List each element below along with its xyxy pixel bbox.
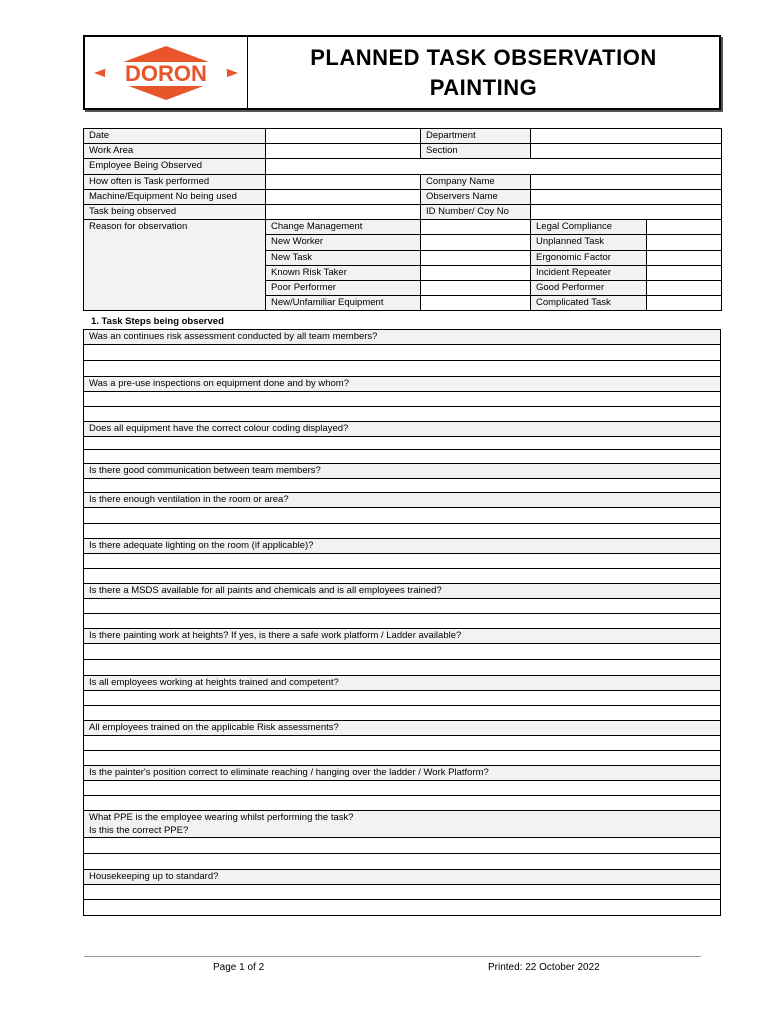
question-row: Is there painting work at heights? If yes, is there a safe work platform / Ladder available? (84, 629, 721, 644)
reason-label-spacer (84, 280, 266, 295)
answer-row[interactable] (84, 751, 721, 766)
reason-check-right[interactable] (647, 220, 722, 235)
department-field[interactable] (531, 129, 722, 144)
answer-row[interactable] (84, 660, 721, 676)
reason-option-left: Poor Performer (266, 280, 421, 295)
answer-row[interactable] (84, 644, 721, 660)
department-label: Department (421, 129, 531, 144)
task-field[interactable] (266, 204, 421, 219)
question-row: All employees trained on the applicable Risk assessments? (84, 721, 721, 736)
reason-option-left: New/Unfamiliar Equipment (266, 296, 421, 311)
employee-field[interactable] (266, 159, 722, 174)
printed-date: Printed: 22 October 2022 (488, 962, 600, 973)
question-row: Does all equipment have the correct colour coding displayed? (84, 422, 721, 437)
answer-row[interactable] (84, 392, 721, 407)
reason-option-right: Unplanned Task (531, 235, 647, 250)
machine-label: Machine/Equipment No being used (84, 189, 266, 204)
answer-row[interactable] (84, 614, 721, 629)
answer-row[interactable] (84, 437, 721, 450)
question-row: Is all employees working at heights trained and competent? (84, 676, 721, 691)
answer-row[interactable] (84, 508, 721, 524)
page-title: PLANNED TASK OBSERVATION (310, 44, 657, 70)
reason-check-right[interactable] (647, 296, 722, 311)
answer-row[interactable] (84, 450, 721, 464)
answer-row[interactable] (84, 706, 721, 721)
title-cell (248, 37, 719, 108)
question-row: Was an continues risk assessment conducted by all team members? (84, 330, 721, 345)
answer-row[interactable] (84, 781, 721, 796)
answer-row[interactable] (84, 736, 721, 751)
reason-option-left: Known Risk Taker (266, 265, 421, 280)
reason-label-spacer (84, 296, 266, 311)
reason-option-left: Change Management (266, 220, 421, 235)
answer-row[interactable] (84, 345, 721, 361)
answer-row[interactable] (84, 554, 721, 569)
work-area-field[interactable] (266, 144, 421, 159)
answer-row[interactable] (84, 524, 721, 539)
date-field[interactable] (266, 129, 421, 144)
footer-divider (84, 956, 701, 957)
reason-label-spacer (84, 250, 266, 265)
reason-label: Reason for observation (84, 220, 266, 235)
logo-text: DORON (125, 61, 207, 86)
section-field[interactable] (531, 144, 722, 159)
question-row: Is there a MSDS available for all paints and chemicals and is all employees trained? (84, 584, 721, 599)
observers-name-field[interactable] (531, 189, 722, 204)
reason-check-left[interactable] (421, 250, 531, 265)
reason-check-right[interactable] (647, 235, 722, 250)
answer-row[interactable] (84, 885, 721, 900)
how-often-label: How often is Task performed (84, 174, 266, 189)
answer-row[interactable] (84, 691, 721, 706)
id-number-field[interactable] (531, 204, 722, 219)
company-name-field[interactable] (531, 174, 722, 189)
answer-row[interactable] (84, 479, 721, 493)
answer-row[interactable] (84, 838, 721, 854)
employee-label: Employee Being Observed (84, 159, 266, 174)
question-row: Is there enough ventilation in the room or area? (84, 493, 721, 508)
observation-info-table (83, 128, 722, 311)
how-often-field[interactable] (266, 174, 421, 189)
reason-check-left[interactable] (421, 265, 531, 280)
reason-check-left[interactable] (421, 296, 531, 311)
reason-check-left[interactable] (421, 280, 531, 295)
reason-option-left: New Task (266, 250, 421, 265)
reason-option-right: Complicated Task (531, 296, 647, 311)
section-label: Section (421, 144, 531, 159)
id-number-label: ID Number/ Coy No (421, 204, 531, 219)
machine-field[interactable] (266, 189, 421, 204)
task-steps-table (83, 329, 721, 916)
reason-option-right: Good Performer (531, 280, 647, 295)
answer-row[interactable] (84, 796, 721, 811)
page-number: Page 1 of 2 (213, 962, 265, 973)
reason-option-left: New Worker (266, 235, 421, 250)
section-title: 1. Task Steps being observed (91, 316, 224, 327)
task-label: Task being observed (84, 204, 266, 219)
reason-check-right[interactable] (647, 280, 722, 295)
answer-row[interactable] (84, 854, 721, 870)
question-row: Is the painter's position correct to eliminate reaching / hanging over the ladder / Work Platform? (84, 766, 721, 781)
reason-check-right[interactable] (647, 265, 722, 280)
reason-label-spacer (84, 265, 266, 280)
question-row: Housekeeping up to standard? (84, 870, 721, 885)
logo-cell (85, 37, 248, 108)
reason-label-spacer (84, 235, 266, 250)
reason-option-right: Legal Compliance (531, 220, 647, 235)
answer-row[interactable] (84, 569, 721, 584)
document-header (83, 35, 721, 110)
question-row (84, 811, 721, 838)
question-row: Is there adequate lighting on the room (if applicable)? (84, 539, 721, 554)
reason-option-right: Ergonomic Factor (531, 250, 647, 265)
question-row: Is there good communication between team members? (84, 464, 721, 479)
page-subtitle: PAINTING (429, 74, 538, 100)
doron-logo (85, 37, 247, 110)
reason-check-left[interactable] (421, 235, 531, 250)
answer-row[interactable] (84, 361, 721, 377)
reason-check-left[interactable] (421, 220, 531, 235)
work-area-label: Work Area (84, 144, 266, 159)
reason-check-right[interactable] (647, 250, 722, 265)
observers-name-label: Observers Name (421, 189, 531, 204)
answer-row[interactable] (84, 407, 721, 422)
answer-row[interactable] (84, 599, 721, 614)
reason-option-right: Incident Repeater (531, 265, 647, 280)
ppe-question: What PPE is the employee wearing whilst performing the task? (89, 812, 354, 823)
company-name-label: Company Name (421, 174, 531, 189)
question-row: Was a pre-use inspections on equipment done and by whom? (84, 377, 721, 392)
date-label: Date (84, 129, 266, 144)
ppe-followup-question: Is this the correct PPE? (89, 825, 189, 836)
answer-row[interactable] (84, 900, 721, 916)
